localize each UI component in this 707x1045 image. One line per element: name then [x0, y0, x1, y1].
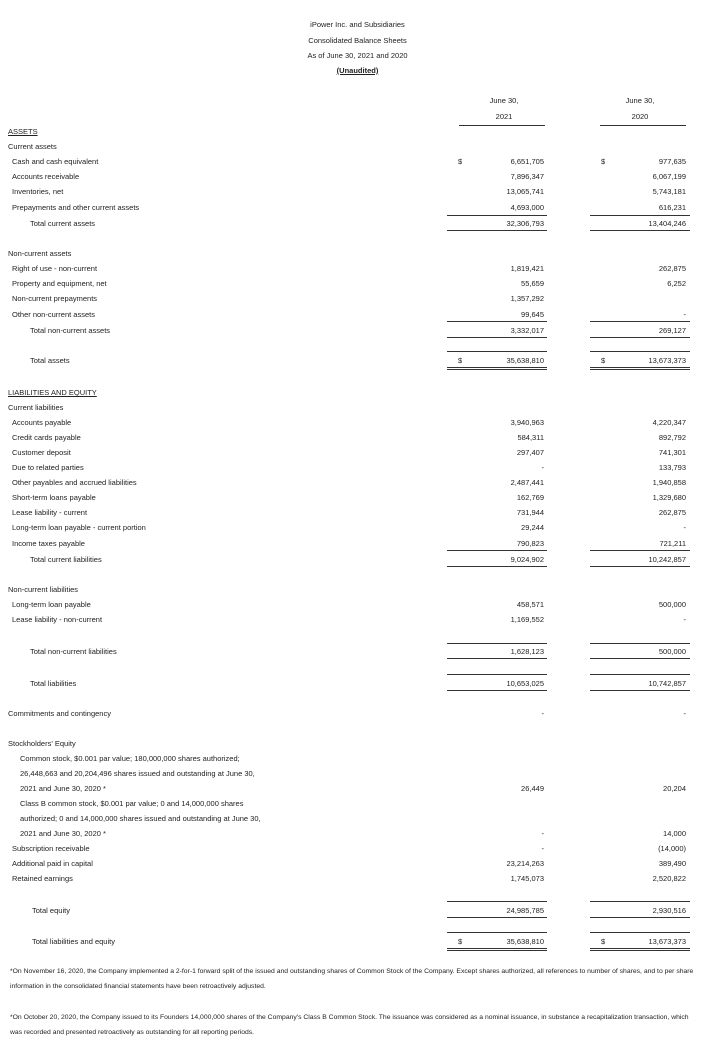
- row-label: Subscription receivable: [12, 844, 90, 853]
- row-label: Income taxes payable: [12, 539, 85, 548]
- row-label: Lease liability - non-current: [12, 615, 103, 624]
- value-2021: 1,819,421: [510, 264, 544, 273]
- classb-stock-2021: -: [541, 829, 544, 838]
- total-noncurrent-assets-label: Total non-current assets: [30, 326, 111, 335]
- total-noncurrent-liabilities-2021: 1,628,123: [510, 647, 544, 656]
- value-2021: -: [541, 844, 544, 853]
- value-2020: 6,252: [667, 279, 686, 288]
- total-noncurrent-assets-2021: 3,332,017: [510, 326, 544, 335]
- total-liabilities-2020: 10,742,857: [648, 679, 686, 688]
- row-label: Property and equipment, net: [12, 279, 107, 288]
- common-stock-line2: 26,448,663 and 20,204,496 shares issued and outstanding at June 30,: [20, 769, 255, 778]
- equity-heading: Stockholders' Equity: [8, 739, 76, 748]
- noncurrent-liabilities-heading: Non-current liabilities: [8, 585, 79, 594]
- total-current-liabilities-label: Total current liabilities: [30, 555, 102, 564]
- commitments-2021: -: [541, 709, 544, 718]
- total-assets-2020: 13,673,373: [648, 356, 686, 365]
- total-noncurrent-liabilities-label: Total non-current liabilities: [30, 647, 117, 656]
- value-2021: 584,311: [517, 433, 544, 442]
- total-assets-label: Total assets: [30, 356, 70, 365]
- total-liabilities-equity-label: Total liabilities and equity: [32, 937, 115, 946]
- total-current-liabilities-2021: 9,024,902: [510, 555, 544, 564]
- row-label: Additional paid in capital: [12, 859, 93, 868]
- value-2021: 297,407: [516, 448, 544, 457]
- col-2021-line2: 2021: [495, 112, 513, 121]
- value-2020: -: [683, 615, 686, 624]
- row-label: Other non-current assets: [12, 310, 95, 319]
- value-2021: 55,659: [521, 279, 544, 288]
- value-2021: 731,944: [516, 508, 544, 517]
- value-2020: 5,743,181: [652, 187, 686, 196]
- value-2020: 262,875: [658, 508, 686, 517]
- value-2021: 1,169,552: [510, 615, 544, 624]
- classb-stock-2020: 14,000: [663, 829, 686, 838]
- common-stock-2021: 26,449: [521, 784, 544, 793]
- total-noncurrent-assets-2020: 269,127: [658, 326, 686, 335]
- value-2021: 4,693,000: [510, 203, 544, 212]
- row-label: Prepayments and other current assets: [12, 203, 140, 212]
- value-2021: 29,244: [521, 523, 544, 532]
- total-current-assets-2020: 13,404,246: [648, 219, 686, 228]
- row-label: Non-current prepayments: [12, 294, 98, 303]
- commitments-label: Commitments and contingency: [8, 709, 111, 718]
- row-label: Cash and cash equivalent: [12, 157, 99, 166]
- currency-sign: $: [458, 157, 463, 166]
- value-2021: 13,065,741: [506, 187, 544, 196]
- classb-stock-line2: authorized; 0 and 14,000,000 shares issued and outstanding at June 30,: [20, 814, 261, 823]
- currency-sign: $: [601, 157, 606, 166]
- row-label: Retained earnings: [12, 874, 73, 883]
- assets-heading: ASSETS: [8, 127, 38, 136]
- row-label: Long-term loan payable: [12, 600, 91, 609]
- total-liabilities-equity-2020: 13,673,373: [648, 937, 686, 946]
- value-2020: 6,067,199: [652, 172, 686, 181]
- row-label: Customer deposit: [12, 448, 71, 457]
- value-2020: 389,490: [658, 859, 686, 868]
- value-2021: 7,896,347: [510, 172, 544, 181]
- col-2021-line1: June 30,: [489, 96, 519, 105]
- value-2020: 500,000: [658, 600, 686, 609]
- row-label: Accounts receivable: [12, 172, 80, 181]
- currency-sign: $: [458, 356, 463, 365]
- row-label: Long-term loan payable - current portion: [12, 523, 146, 532]
- currency-sign: $: [601, 937, 606, 946]
- value-2021: 2,487,441: [510, 478, 544, 487]
- value-2020: 616,231: [658, 203, 686, 212]
- current-liabilities-heading: Current liabilities: [8, 403, 64, 412]
- col-2020-line1: June 30,: [625, 96, 655, 105]
- value-2020: 892,792: [658, 433, 686, 442]
- common-stock-2020: 20,204: [663, 784, 686, 793]
- value-2021: 99,645: [521, 310, 544, 319]
- value-2021: 162,769: [516, 493, 544, 502]
- row-label: Other payables and accrued liabilities: [12, 478, 137, 487]
- total-equity-2020: 2,930,516: [652, 906, 686, 915]
- total-assets-2021: 35,638,810: [506, 356, 544, 365]
- total-equity-label: Total equity: [32, 906, 70, 915]
- total-equity-2021: 24,985,785: [506, 906, 544, 915]
- commitments-2020: -: [683, 709, 686, 718]
- value-2020: 741,301: [658, 448, 686, 457]
- value-2020: 1,329,680: [652, 493, 686, 502]
- value-2020: 721,211: [659, 539, 686, 548]
- liabilities-heading: LIABILITIES AND EQUITY: [8, 388, 97, 397]
- common-stock-line3: 2021 and June 30, 2020 *: [20, 784, 106, 793]
- total-current-liabilities-2020: 10,242,857: [648, 555, 686, 564]
- value-2020: 262,875: [658, 264, 686, 273]
- footnote-split: *On November 16, 2020, the Company implemented a 2-for-1 forward split of the issued and outstanding shares of Common Stock of the Company. Except shares authorized, all references to number of shares, and to per share information in the consolidated financial statements have been retroactively adjusted.: [10, 968, 694, 990]
- value-2020: 4,220,347: [652, 418, 686, 427]
- common-stock-line1: Common stock, $0.001 par value; 180,000,000 shares authorized;: [20, 754, 240, 763]
- value-2020: (14,000): [658, 844, 686, 853]
- total-liabilities-2021: 10,653,025: [506, 679, 544, 688]
- total-liabilities-equity-2021: 35,638,810: [506, 937, 544, 946]
- value-2020: 2,520,822: [652, 874, 686, 883]
- company-name: iPower Inc. and Subsidiaries: [310, 20, 405, 29]
- value-2021: 1,745,073: [510, 874, 544, 883]
- value-2021: 23,214,263: [506, 859, 544, 868]
- value-2021: 790,823: [516, 539, 544, 548]
- row-label: Accounts payable: [12, 418, 72, 427]
- value-2020: 133,793: [658, 463, 686, 472]
- total-liabilities-label: Total liabilities: [30, 679, 77, 688]
- value-2020: -: [683, 523, 686, 532]
- classb-stock-line3: 2021 and June 30, 2020 *: [20, 829, 106, 838]
- value-2021: 1,357,292: [510, 294, 544, 303]
- current-assets-heading: Current assets: [8, 142, 57, 151]
- value-2020: 1,940,858: [652, 478, 686, 487]
- row-label: Short-term loans payable: [12, 493, 96, 502]
- classb-stock-line1: Class B common stock, $0.001 par value; 0 and 14,000,000 shares: [20, 799, 244, 808]
- value-2021: 458,571: [516, 600, 544, 609]
- total-noncurrent-liabilities-2020: 500,000: [658, 647, 686, 656]
- currency-sign: $: [458, 937, 463, 946]
- noncurrent-assets-heading: Non-current assets: [8, 249, 72, 258]
- value-2021: 6,651,705: [510, 157, 544, 166]
- value-2021: 3,940,963: [510, 418, 544, 427]
- footnote-classb: *On October 20, 2020, the Company issued to its Founders 14,000,000 shares of the Company's Class B Common Stock. The issuance was considered as a nominal issuance, in substance a recapitalization transaction, which was recorded and presented retroactively as outstanding for all reporting periods.: [10, 1014, 689, 1036]
- value-2020: -: [683, 310, 686, 319]
- row-label: Due to related parties: [12, 463, 84, 472]
- unaudited-label: (Unaudited): [336, 66, 379, 75]
- row-label: Right of use - non-current: [12, 264, 98, 273]
- statement-title: Consolidated Balance Sheets: [308, 36, 407, 45]
- row-label: Inventories, net: [12, 187, 64, 196]
- total-current-assets-label: Total current assets: [30, 219, 96, 228]
- col-2020-line2: 2020: [631, 112, 649, 121]
- statement-date: As of June 30, 2021 and 2020: [307, 51, 408, 60]
- value-2020: 977,635: [658, 157, 686, 166]
- currency-sign: $: [601, 356, 606, 365]
- row-label: Lease liability - current: [12, 508, 88, 517]
- total-current-assets-2021: 32,306,793: [506, 219, 544, 228]
- row-label: Credit cards payable: [12, 433, 81, 442]
- value-2021: -: [541, 463, 544, 472]
